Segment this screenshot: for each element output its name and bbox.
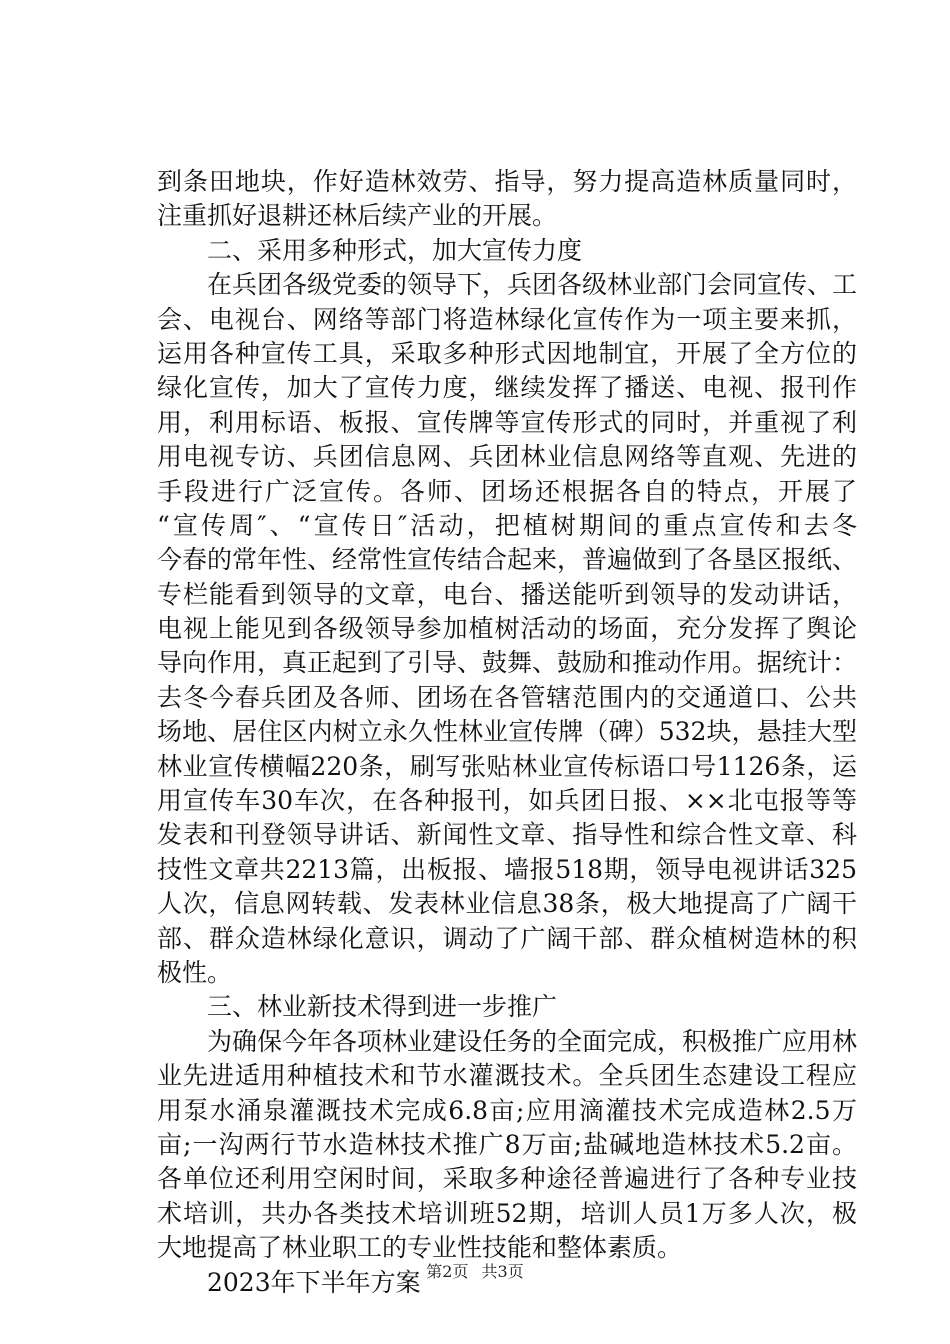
text-line: 极性。 (157, 957, 233, 987)
text-line: 用泵水涌泉灌溉技术完成6.8亩;应用滴灌技术完成造林2.5万 (157, 1095, 857, 1125)
text-line: 大地提高了林业职工的专业性技能和整体素质。 (157, 1233, 683, 1263)
text-line: 2023年下半年方案 (207, 1267, 421, 1297)
text-line: 技性文章共2213篇，出板报、墙报518期，领导电视讲话325 (157, 854, 857, 884)
text-line: 场地、居住区内树立永久性林业宣传牌（碑）532块，悬挂大型 (157, 717, 857, 747)
text-line: 去冬今春兵团及各师、团场在各管辖范围内的交通道口、公共 (157, 682, 857, 712)
text-line: 手段进行广泛宣传。各师、团场还根据各自的特点，开展了 (157, 476, 857, 506)
text-line: 用宣传车30车次，在各种报刊，如兵团日报、××北屯报等等 (157, 786, 857, 816)
text-line: 注重抓好退耕还林后续产业的开展。 (157, 201, 558, 231)
text-line: 二、采用多种形式，加大宣传力度 (207, 235, 583, 265)
text-line: 业先进适用种植技术和节水灌溉技术。全兵团生态建设工程应 (157, 1061, 857, 1091)
text-line: 术培训，共办各类技术培训班52期，培训人员1万多人次，极 (157, 1198, 857, 1228)
text-line: 人次，信息网转载、发表林业信息38条，极大地提高了广阔干 (157, 889, 857, 919)
text-line: 运用各种宣传工具，采取多种形式因地制宜，开展了全方位的 (157, 338, 857, 368)
text-line: 会、电视台、网络等部门将造林绿化宣传作为一项主要来抓， (157, 304, 857, 334)
text-line: 今春的常年性、经常性宣传结合起来，普遍做到了各垦区报纸、 (157, 545, 858, 575)
text-line: 电视上能见到各级领导参加植树活动的场面，充分发挥了舆论 (157, 614, 857, 644)
text-line: 各单位还利用空闲时间，采取多种途径普遍进行了各种专业技 (157, 1164, 857, 1194)
text-line: 到条田地块，作好造林效劳、指导，努力提高造林质量同时， (157, 167, 857, 196)
text-line: 用电视专访、兵团信息网、兵团林业信息网络等直观、先进的 (157, 442, 857, 472)
text-line: 三、林业新技术得到进一步推广 (207, 992, 558, 1022)
text-line: 在兵团各级党委的领导下，兵团各级林业部门会同宣传、工 (207, 270, 858, 300)
page-number: 第2页 (426, 1262, 469, 1281)
text-line: 用，利用标语、板报、宣传牌等宣传形式的同时，并重视了利 (157, 407, 857, 437)
text-line: 为确保今年各项林业建设任务的全面完成，积极推广应用林 (207, 1026, 858, 1056)
document-body (157, 165, 857, 1300)
text-line: 绿化宣传，加大了宣传力度，继续发挥了播送、电视、报刊作 (157, 373, 857, 403)
text-line: “宣传周″、“宣传日″活动，把植树期间的重点宣传和去冬 (157, 510, 857, 540)
text-line: 部、群众造林绿化意识，调动了广阔干部、群众植树造林的积 (157, 923, 857, 953)
text-line: 专栏能看到领导的文章，电台、播送能听到领导的发动讲话， (157, 579, 857, 609)
text-line: 亩;一沟两行节水造林技术推广8万亩;盐碱地造林技术5.2亩。 (157, 1129, 857, 1159)
text-line: 导向作用，真正起到了引导、鼓舞、鼓励和推动作用。据统计： (157, 648, 858, 678)
text-line: 林业宣传横幅220条，刷写张贴林业宣传标语口号1126条，运 (157, 751, 857, 781)
text-line: 发表和刊登领导讲话、新闻性文章、指导性和综合性文章、科 (157, 820, 857, 850)
page-footer (0, 1262, 950, 1282)
page-total: 共3页 (481, 1262, 524, 1281)
